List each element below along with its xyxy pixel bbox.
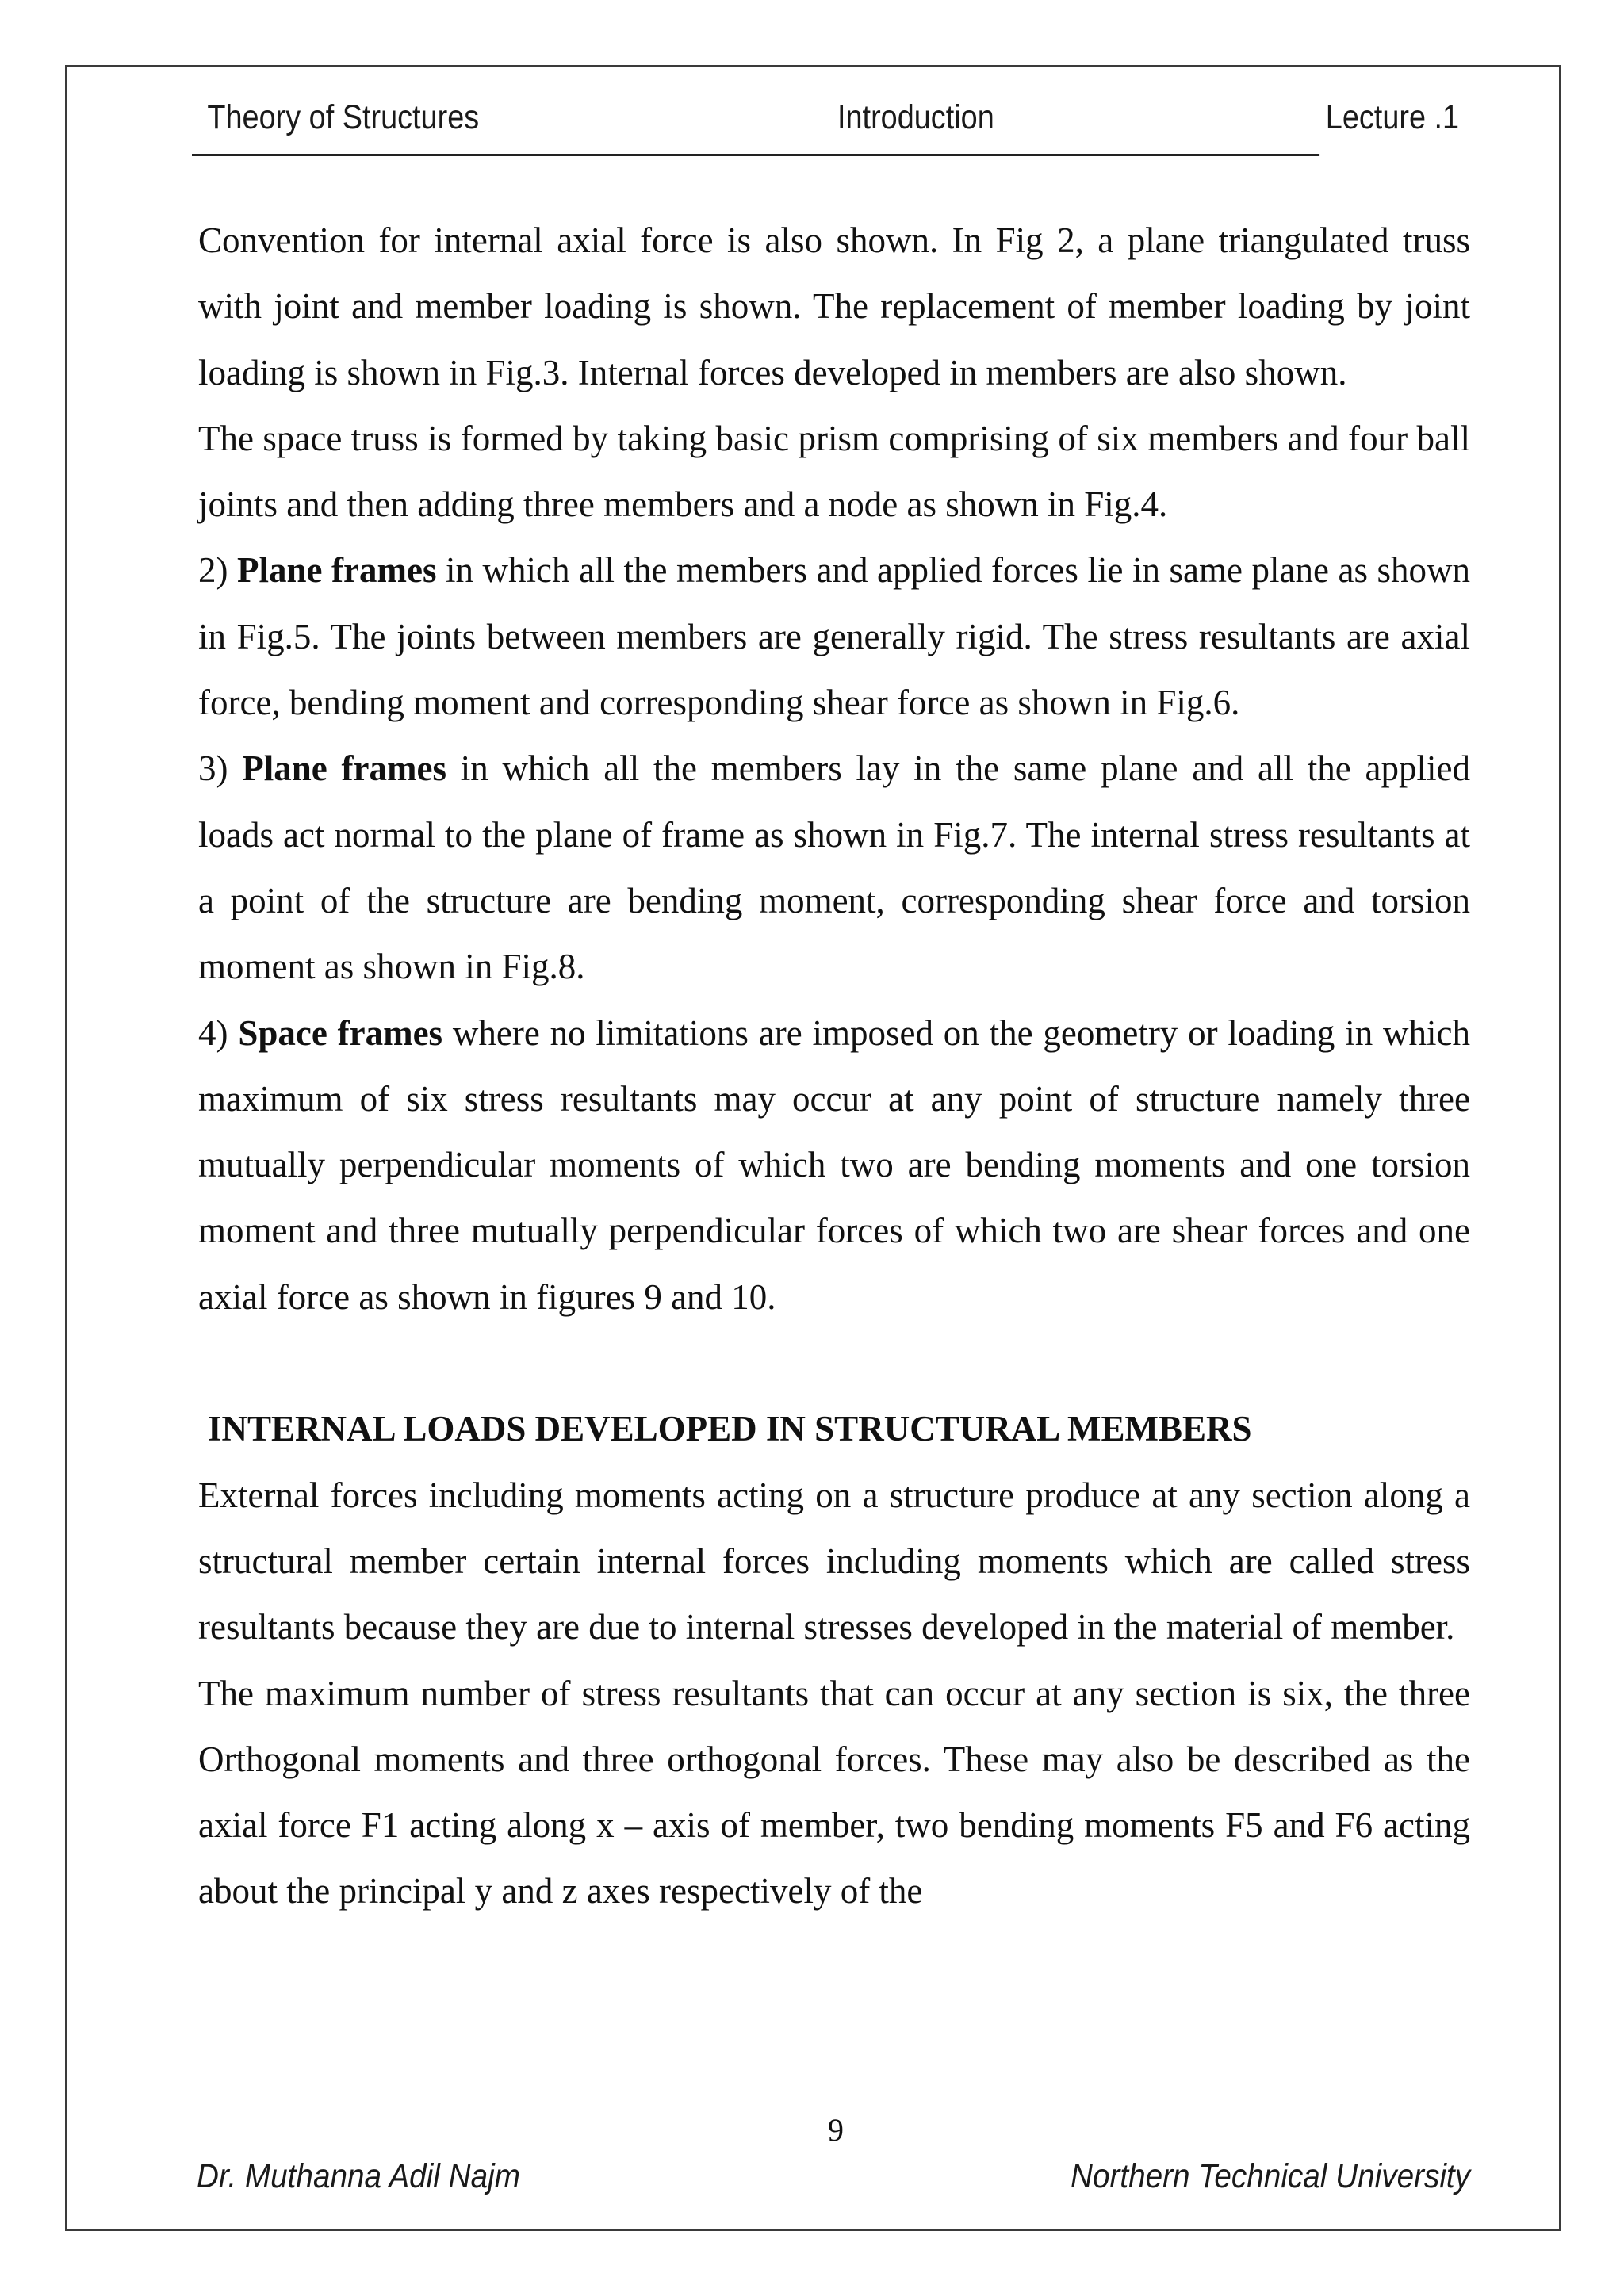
item-term: Space frames [238,1012,443,1053]
item-number: 2) [198,550,228,591]
list-item-plane-frames-2 [198,538,1470,736]
paragraph-truss-convention: Convention for internal axial force is also shown. In Fig 2, a plane triangulated truss with joint and member loading is shown. The replacement of member loading by joint loading is shown in Fig.3. Internal forces developed in members are also shown. [198,220,1470,392]
item-text: in which all the members lay in the same plane and all the applied loads act normal to the plane of frame as shown in Fig.7. The internal stress resultants at a point of the structure are bending moment, corresponding shear force and torsion moment as shown in Fig.8. [198,748,1471,987]
item-text: in which all the members and applied forces lie in same plane as shown in Fig.5. The joints between members are generally rigid. The stress resultants are axial force, bending moment and corresponding shear force as shown in Fig.6. [198,550,1471,723]
document-body [198,208,1470,1925]
paragraph-space-truss: The space truss is formed by taking basic prism comprising of six members and four ball joints and then adding three members and a node as shown in Fig.4. [198,418,1470,525]
header-topic: Introduction [837,98,994,136]
item-number: 4) [198,1012,228,1053]
paragraph-external-forces: External forces including moments acting on a structure produce at any section along a structural member certain internal forces including moments which are called stress resultants because they are due to internal stresses developed in the material of member. [198,1475,1470,1647]
page-header [192,98,1460,156]
header-course-title: Theory of Structures [207,98,480,136]
section-heading: INTERNAL LOADS DEVELOPED IN STRUCTURAL MEMBERS [208,1409,1252,1449]
page-footer [197,2157,1470,2205]
item-term: Plane frames [237,550,437,591]
list-item-space-frames-4 [198,1001,1470,1330]
item-term: Plane frames [242,748,446,789]
item-number: 3) [198,748,228,789]
item-text: where no limitations are imposed on the geometry or loading in which maximum of six stress resultants may occur at any point of structure namely three mutually perpendicular moments of which two are bending moments and one torsion moment and three mutually perpendicular forces of which two are shear forces and one axial force as shown in figures 9 and 10. [198,1012,1470,1317]
footer-institution: Northern Technical University [1070,2157,1470,2195]
footer-author: Dr. Muthanna Adil Najm [197,2157,520,2195]
header-lecture-number: Lecture .1 [1325,98,1460,136]
page-number: 9 [828,2112,844,2148]
list-item-plane-frames-3 [198,736,1470,1000]
paragraph-spacer [198,1330,1470,1396]
paragraph-max-stress-resultants: The maximum number of stress resultants that can occur at any section is six, the three Orthogonal moments and three orthogonal forces. These may also be described as the axial force F1 acting along x – axis of member, two bending moments F5 and F6 acting about the principal y and z axes respectively of the [198,1673,1470,1911]
